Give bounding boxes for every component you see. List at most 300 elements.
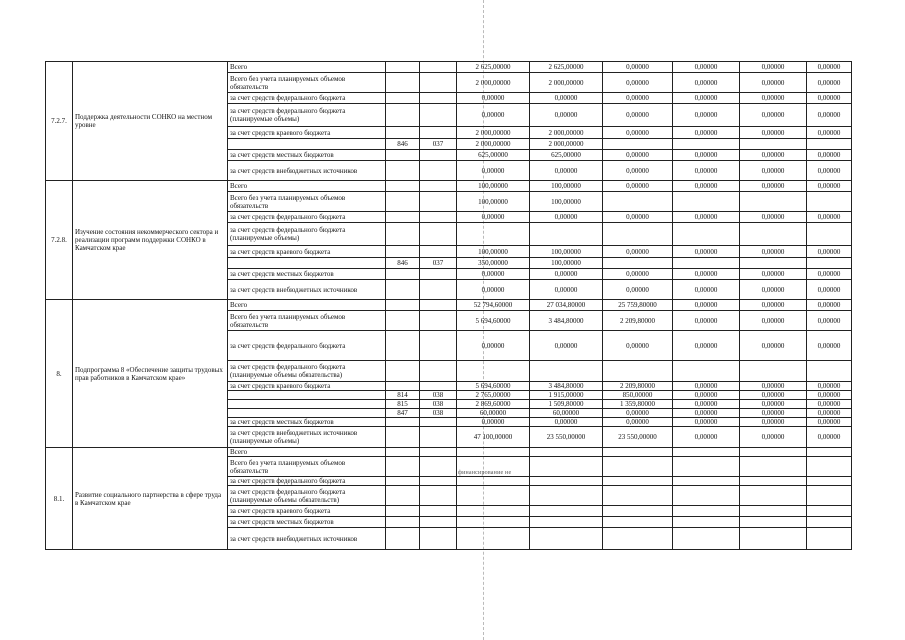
amount-cell: 3 484,80000 [530, 382, 603, 391]
section-name: Изучение состояния некоммерческого сектора и реализации программ поддержки СОНКО в Камчатском крае [73, 181, 228, 300]
amount-cell: 2 625,00000 [530, 62, 603, 73]
amount-cell [457, 528, 530, 550]
ppp-code [420, 517, 457, 528]
amount-cell: 2 000,00000 [530, 73, 603, 93]
amount-cell: 0,00000 [457, 93, 530, 104]
section-code: 8. [46, 300, 73, 448]
ppp-code [420, 181, 457, 192]
amount-cell: 0,00000 [673, 127, 740, 139]
amount-cell [603, 139, 673, 150]
ppp-code [420, 223, 457, 246]
amount-cell [807, 477, 852, 486]
amount-cell: 0,00000 [740, 73, 807, 93]
funding-source-label: за счет средств местных бюджетов [228, 150, 386, 161]
amount-cell: 100,00000 [457, 181, 530, 192]
amount-cell: 0,00000 [530, 104, 603, 127]
amount-cell: 0,00000 [603, 181, 673, 192]
amount-cell: 0,00000 [740, 427, 807, 448]
amount-cell: 2 869,60000 [457, 400, 530, 409]
amount-cell: 1 359,80000 [603, 400, 673, 409]
amount-cell [673, 258, 740, 269]
amount-cell: 0,00000 [673, 93, 740, 104]
amount-cell: 0,00000 [740, 93, 807, 104]
amount-cell [807, 457, 852, 477]
amount-cell: 0,00000 [673, 382, 740, 391]
ppp-code: 037 [420, 258, 457, 269]
amount-cell: 0,00000 [673, 246, 740, 258]
amount-cell [673, 448, 740, 457]
amount-cell: 0,00000 [603, 161, 673, 181]
amount-cell: 0,00000 [807, 73, 852, 93]
ppp-code [420, 418, 457, 427]
funding-source-label: Всего [228, 300, 386, 311]
amount-cell: 5 694,60000 [457, 311, 530, 331]
amount-cell: 3 484,80000 [530, 311, 603, 331]
ppp-code [420, 477, 457, 486]
ppp-code [420, 506, 457, 517]
amount-cell [603, 448, 673, 457]
amount-cell: 60,00000 [530, 409, 603, 418]
amount-cell [530, 361, 603, 382]
amount-cell: 0,00000 [530, 93, 603, 104]
amount-cell [673, 457, 740, 477]
amount-cell: 23 550,00000 [530, 427, 603, 448]
funding-source-label: за счет средств федерального бюджета (планируемые объемы) [228, 223, 386, 246]
budget-table [45, 61, 852, 550]
amount-cell: 0,00000 [603, 73, 673, 93]
section-name: Развитие социального партнерства в сфере труда в Камчатском крае [73, 448, 228, 550]
amount-cell: 0,00000 [740, 391, 807, 400]
amount-cell [530, 223, 603, 246]
funding-source-label: Всего [228, 448, 386, 457]
funding-source-label: за счет средств краевого бюджета [228, 382, 386, 391]
amount-cell [740, 223, 807, 246]
grbs-code: 846 [386, 258, 420, 269]
amount-cell: 0,00000 [603, 409, 673, 418]
amount-cell [807, 486, 852, 506]
amount-cell: 0,00000 [740, 400, 807, 409]
amount-cell: 100,00000 [530, 192, 603, 212]
amount-cell: 0,00000 [807, 127, 852, 139]
amount-cell [807, 192, 852, 212]
amount-cell [603, 528, 673, 550]
amount-cell: 0,00000 [603, 331, 673, 361]
amount-cell: 0,00000 [530, 280, 603, 300]
amount-cell [673, 477, 740, 486]
amount-cell: 0,00000 [673, 212, 740, 223]
grbs-code: 846 [386, 139, 420, 150]
amount-cell [673, 486, 740, 506]
amount-cell: 0,00000 [740, 300, 807, 311]
ppp-code [420, 280, 457, 300]
amount-cell: 0,00000 [457, 269, 530, 280]
amount-cell: 1 915,00000 [530, 391, 603, 400]
funding-source-label: за счет средств федерального бюджета [228, 331, 386, 361]
section-code: 7.2.7. [46, 62, 73, 181]
amount-cell: 0,00000 [673, 73, 740, 93]
funding-source-label: за счет средств внебюджетных источников [228, 528, 386, 550]
grbs-code [386, 280, 420, 300]
amount-cell: 0,00000 [530, 418, 603, 427]
amount-cell: 0,00000 [740, 212, 807, 223]
amount-cell: 100,00000 [530, 181, 603, 192]
amount-cell [530, 486, 603, 506]
amount-cell: 0,00000 [673, 280, 740, 300]
grbs-code [386, 382, 420, 391]
ppp-code [420, 311, 457, 331]
grbs-code [386, 73, 420, 93]
amount-cell: 0,00000 [807, 391, 852, 400]
amount-cell: 2 000,00000 [457, 139, 530, 150]
amount-cell: 0,00000 [807, 181, 852, 192]
ppp-code [420, 448, 457, 457]
amount-cell: 0,00000 [673, 181, 740, 192]
ppp-code [420, 361, 457, 382]
amount-cell: 0,00000 [740, 161, 807, 181]
amount-cell: 0,00000 [740, 127, 807, 139]
funding-source-label: за счет средств федерального бюджета [228, 477, 386, 486]
amount-cell [457, 506, 530, 517]
amount-cell: 100,00000 [530, 258, 603, 269]
amount-cell [740, 528, 807, 550]
amount-cell: 1 509,80000 [530, 400, 603, 409]
amount-cell: 0,00000 [807, 400, 852, 409]
amount-cell: 0,00000 [740, 409, 807, 418]
amount-cell: 0,00000 [673, 104, 740, 127]
funding-source-label: Всего без учета планируемых объемов обязательств [228, 192, 386, 212]
amount-cell [530, 528, 603, 550]
amount-cell [530, 448, 603, 457]
amount-cell [807, 506, 852, 517]
ppp-code [420, 300, 457, 311]
grbs-code [386, 311, 420, 331]
amount-cell: 0,00000 [673, 300, 740, 311]
grbs-code [386, 62, 420, 73]
ppp-code [420, 528, 457, 550]
amount-cell [740, 258, 807, 269]
ppp-code [420, 331, 457, 361]
amount-cell: 0,00000 [603, 62, 673, 73]
grbs-code [386, 418, 420, 427]
amount-cell: 0,00000 [530, 331, 603, 361]
grbs-code [386, 181, 420, 192]
ppp-code: 037 [420, 139, 457, 150]
ppp-code [420, 486, 457, 506]
amount-cell: 0,00000 [740, 104, 807, 127]
amount-cell: 0,00000 [807, 93, 852, 104]
section-name: Поддержка деятельности СОНКО на местном уровне [73, 62, 228, 181]
grbs-code [386, 223, 420, 246]
funding-source-label: за счет средств краевого бюджета [228, 246, 386, 258]
funding-source-label [228, 400, 386, 409]
ppp-code: 038 [420, 400, 457, 409]
amount-cell: 2 000,00000 [457, 127, 530, 139]
amount-cell: 0,00000 [603, 127, 673, 139]
section-code: 8.1. [46, 448, 73, 550]
amount-cell: 60,00000 [457, 409, 530, 418]
amount-cell: 0,00000 [807, 409, 852, 418]
amount-cell: 100,00000 [457, 192, 530, 212]
funding-source-label: за счет средств внебюджетных источников [228, 161, 386, 181]
amount-cell: 0,00000 [457, 161, 530, 181]
amount-cell [673, 139, 740, 150]
table-body [46, 62, 852, 550]
amount-cell: 0,00000 [457, 104, 530, 127]
amount-cell: 0,00000 [740, 181, 807, 192]
grbs-code [386, 361, 420, 382]
amount-cell [673, 192, 740, 212]
funding-source-label: Всего без учета планируемых объемов обязательств [228, 457, 386, 477]
grbs-code [386, 192, 420, 212]
funding-source-label [228, 409, 386, 418]
amount-cell [603, 223, 673, 246]
amount-cell [740, 139, 807, 150]
amount-cell [807, 517, 852, 528]
amount-cell: 0,00000 [457, 418, 530, 427]
amount-cell: 0,00000 [603, 246, 673, 258]
amount-cell: 27 034,80000 [530, 300, 603, 311]
amount-cell: 0,00000 [807, 311, 852, 331]
amount-cell [457, 448, 530, 457]
funding-source-label [228, 258, 386, 269]
amount-cell [603, 192, 673, 212]
amount-cell [807, 223, 852, 246]
ppp-code [420, 62, 457, 73]
amount-cell: 625,00000 [530, 150, 603, 161]
amount-cell: 25 759,80000 [603, 300, 673, 311]
amount-cell: 0,00000 [673, 391, 740, 400]
amount-cell: 0,00000 [807, 62, 852, 73]
funding-source-label: Всего [228, 181, 386, 192]
amount-cell: 0,00000 [740, 280, 807, 300]
grbs-code [386, 331, 420, 361]
amount-cell: 0,00000 [673, 269, 740, 280]
amount-cell [530, 477, 603, 486]
amount-cell: 0,00000 [807, 161, 852, 181]
grbs-code [386, 528, 420, 550]
table-row [46, 181, 852, 192]
amount-cell: 0,00000 [807, 212, 852, 223]
amount-cell [603, 457, 673, 477]
amount-cell: 0,00000 [807, 331, 852, 361]
grbs-code [386, 477, 420, 486]
funding-source-label: за счет средств федерального бюджета (планируемые объемы обязательства) [228, 361, 386, 382]
amount-cell: 47 100,00000 [457, 427, 530, 448]
funding-source-label: за счет средств местных бюджетов [228, 517, 386, 528]
funding-source-label [228, 391, 386, 400]
grbs-code [386, 300, 420, 311]
amount-cell: 0,00000 [603, 104, 673, 127]
amount-cell: 0,00000 [673, 418, 740, 427]
amount-cell [740, 477, 807, 486]
amount-cell [740, 361, 807, 382]
amount-cell: 0,00000 [603, 93, 673, 104]
amount-cell: 0,00000 [740, 418, 807, 427]
grbs-code [386, 486, 420, 506]
ppp-code [420, 93, 457, 104]
amount-cell: 0,00000 [807, 300, 852, 311]
grbs-code: 814 [386, 391, 420, 400]
amount-cell [673, 517, 740, 528]
amount-cell [603, 258, 673, 269]
grbs-code [386, 93, 420, 104]
amount-cell: 0,00000 [530, 161, 603, 181]
amount-cell: 0,00000 [673, 311, 740, 331]
grbs-code: 847 [386, 409, 420, 418]
amount-cell [673, 528, 740, 550]
amount-cell: 0,00000 [673, 400, 740, 409]
amount-cell [530, 457, 603, 477]
funding-source-label: за счет средств краевого бюджета [228, 506, 386, 517]
amount-cell [673, 506, 740, 517]
funding-source-label: Всего без учета планируемых объемов обязательств [228, 73, 386, 93]
amount-cell: 850,00000 [603, 391, 673, 400]
ppp-code [420, 457, 457, 477]
amount-cell: 0,00000 [673, 161, 740, 181]
amount-cell [740, 457, 807, 477]
grbs-code: 815 [386, 400, 420, 409]
funding-source-label: за счет средств местных бюджетов [228, 269, 386, 280]
amount-cell: 0,00000 [740, 269, 807, 280]
amount-cell [740, 506, 807, 517]
amount-cell [457, 477, 530, 486]
amount-cell: 0,00000 [740, 331, 807, 361]
ppp-code [420, 161, 457, 181]
amount-cell: 0,00000 [673, 62, 740, 73]
amount-cell: 0,00000 [603, 150, 673, 161]
amount-cell: 0,00000 [673, 409, 740, 418]
amount-cell: 625,00000 [457, 150, 530, 161]
ppp-code [420, 246, 457, 258]
amount-cell: 0,00000 [673, 150, 740, 161]
ppp-code [420, 192, 457, 212]
grbs-code [386, 427, 420, 448]
grbs-code [386, 150, 420, 161]
amount-cell: 0,00000 [603, 212, 673, 223]
amount-cell: 2 765,00000 [457, 391, 530, 400]
overflow-note: финансирование не [458, 470, 512, 476]
grbs-code [386, 269, 420, 280]
amount-cell: 2 000,00000 [530, 139, 603, 150]
grbs-code [386, 104, 420, 127]
grbs-code [386, 161, 420, 181]
amount-cell: 0,00000 [603, 280, 673, 300]
section-name: Подпрограмма 8 «Обеспечение защиты трудовых прав работников в Камчатском крае» [73, 300, 228, 448]
amount-cell: 2 209,80000 [603, 311, 673, 331]
amount-cell: 2 209,80000 [603, 382, 673, 391]
amount-cell: 0,00000 [740, 311, 807, 331]
funding-source-label: за счет средств федерального бюджета (планируемые объемы обязательств) [228, 486, 386, 506]
amount-cell [603, 477, 673, 486]
amount-cell [457, 223, 530, 246]
amount-cell: 0,00000 [807, 418, 852, 427]
funding-source-label: за счет средств федерального бюджета (планируемые объемы) [228, 104, 386, 127]
amount-cell: 0,00000 [603, 269, 673, 280]
amount-cell: 5 694,60000 [457, 382, 530, 391]
amount-cell [603, 517, 673, 528]
funding-source-label: за счет средств внебюджетных источников (планируемые объемы) [228, 427, 386, 448]
ppp-code [420, 150, 457, 161]
amount-cell: 0,00000 [530, 212, 603, 223]
funding-source-label: за счет средств краевого бюджета [228, 127, 386, 139]
funding-source-label: за счет средств федерального бюджета [228, 93, 386, 104]
amount-cell: 100,00000 [530, 246, 603, 258]
ppp-code [420, 73, 457, 93]
amount-cell: 2 000,00000 [457, 73, 530, 93]
ppp-code [420, 427, 457, 448]
amount-cell [807, 361, 852, 382]
amount-cell: 0,00000 [457, 212, 530, 223]
funding-source-label: за счет средств местных бюджетов [228, 418, 386, 427]
grbs-code [386, 246, 420, 258]
amount-cell: 2 000,00000 [530, 127, 603, 139]
table-row [46, 448, 852, 457]
grbs-code [386, 457, 420, 477]
amount-cell: 23 550,00000 [603, 427, 673, 448]
amount-cell: 0,00000 [457, 331, 530, 361]
amount-cell: 0,00000 [673, 427, 740, 448]
amount-cell: 0,00000 [807, 269, 852, 280]
amount-cell: 0,00000 [530, 269, 603, 280]
amount-cell [740, 486, 807, 506]
section-code: 7.2.8. [46, 181, 73, 300]
amount-cell: 100,00000 [457, 246, 530, 258]
amount-cell [740, 192, 807, 212]
amount-cell [807, 448, 852, 457]
ppp-code [420, 127, 457, 139]
amount-cell [807, 139, 852, 150]
funding-source-label: Всего [228, 62, 386, 73]
amount-cell: 0,00000 [740, 150, 807, 161]
amount-cell [603, 361, 673, 382]
grbs-code [386, 517, 420, 528]
amount-cell: 0,00000 [740, 62, 807, 73]
amount-cell: 0,00000 [807, 104, 852, 127]
amount-cell [740, 517, 807, 528]
amount-cell: 0,00000 [740, 246, 807, 258]
table-row [46, 62, 852, 73]
funding-source-label: за счет средств федерального бюджета [228, 212, 386, 223]
amount-cell [457, 486, 530, 506]
amount-cell: 0,00000 [807, 382, 852, 391]
amount-cell: 2 625,00000 [457, 62, 530, 73]
ppp-code: 038 [420, 391, 457, 400]
amount-cell: 0,00000 [807, 246, 852, 258]
amount-cell [603, 486, 673, 506]
amount-cell [740, 448, 807, 457]
amount-cell: 0,00000 [603, 418, 673, 427]
amount-cell: 0,00000 [457, 280, 530, 300]
ppp-code [420, 104, 457, 127]
funding-source-label [228, 139, 386, 150]
amount-cell: 0,00000 [807, 280, 852, 300]
amount-cell: 0,00000 [673, 331, 740, 361]
amount-cell: 0,00000 [807, 427, 852, 448]
grbs-code [386, 212, 420, 223]
ppp-code [420, 212, 457, 223]
amount-cell [457, 361, 530, 382]
ppp-code [420, 269, 457, 280]
grbs-code [386, 127, 420, 139]
grbs-code [386, 506, 420, 517]
amount-cell [603, 506, 673, 517]
table-row [46, 300, 852, 311]
amount-cell: 0,00000 [740, 382, 807, 391]
amount-cell: 0,00000 [807, 150, 852, 161]
ppp-code: 038 [420, 409, 457, 418]
amount-cell: 52 794,60000 [457, 300, 530, 311]
amount-cell [807, 528, 852, 550]
